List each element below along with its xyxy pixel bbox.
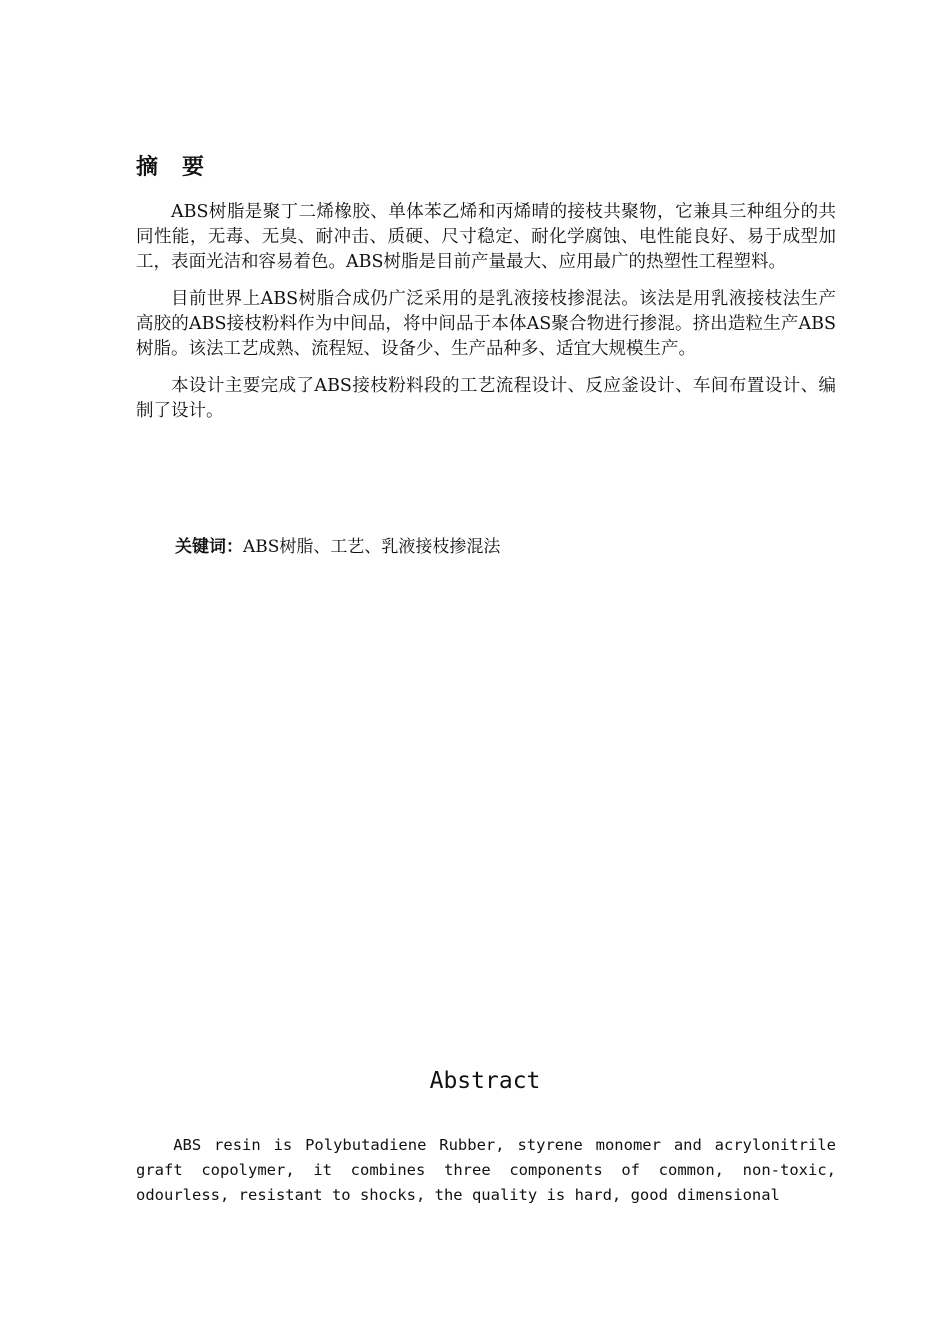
- chinese-abstract-body: [136, 200, 836, 436]
- english-abstract-paragraph: ABS resin is Polybutadiene Rubber, styrene monomer and acrylonitrile graft copolymer, it combines three components of common, non-toxic, odourless, resistant to shocks, the quality is hard, good dimensional: [136, 1136, 836, 1204]
- chinese-keywords-line: [175, 535, 500, 560]
- chinese-abstract-paragraph-1: ABS树脂是聚丁二烯橡胶、单体苯乙烯和丙烯晴的接枝共聚物，它兼具三种组分的共同性能，无毒、无臭、耐冲击、质硬、尺寸稳定、耐化学腐蚀、电性能良好、易于成型加工，表面光洁和容易着色。ABS树脂是目前产量最大、应用最广的热塑性工程塑料。: [136, 202, 836, 272]
- chinese-abstract-paragraph-2: 目前世界上ABS树脂合成仍广泛采用的是乳液接枝掺混法。该法是用乳液接枝法生产高胶的ABS接枝粉料作为中间品，将中间品于本体AS聚合物进行掺混。挤出造粒生产ABS树脂。该法工艺成熟、流程短、设备少、生产品种多、适宜大规模生产。: [136, 289, 836, 359]
- keywords-label: 关键词：: [175, 537, 243, 557]
- english-abstract-title: Abstract: [429, 1068, 541, 1094]
- english-abstract-body: [136, 1133, 836, 1208]
- keywords-value: ABS树脂、工艺、乳液接枝掺混法: [243, 537, 501, 557]
- chinese-abstract-title: 摘 要: [136, 155, 206, 180]
- chinese-abstract-paragraph-3: 本设计主要完成了ABS接枝粉料段的工艺流程设计、反应釜设计、车间布置设计、编制了设计。: [136, 376, 836, 421]
